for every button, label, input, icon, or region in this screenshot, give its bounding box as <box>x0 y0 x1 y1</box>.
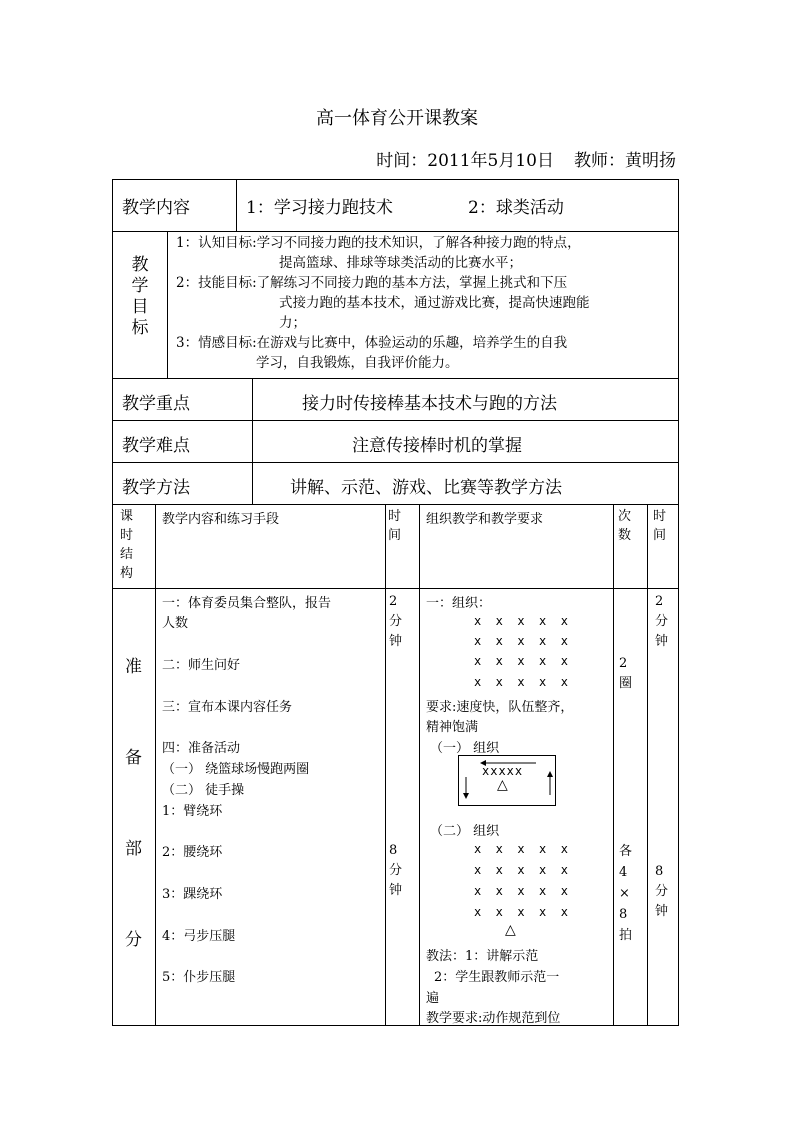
prep-count-2: 各 4 × 8 拍 <box>619 844 633 943</box>
org-group-2: （二） 组织 <box>430 824 500 839</box>
content-label: 教学内容 <box>122 198 190 218</box>
key-points-label: 教学重点 <box>122 394 190 414</box>
arrow-down-icon <box>463 777 469 799</box>
formation-row: x x x x x <box>474 884 568 898</box>
prep-content-line: 2：腰绕环 <box>162 845 223 860</box>
prep-content-line: 四：准备活动 <box>162 741 241 756</box>
prep-time-1: 2 分 钟 <box>389 594 403 649</box>
date-label: 时间：2011年5月10日 <box>376 151 554 171</box>
prep-content-line: 3：踝绕环 <box>162 887 223 902</box>
org-method-3: 遍 <box>426 991 440 1006</box>
prep-time-2: 8 分 钟 <box>389 843 403 898</box>
runner-row: xxxxx <box>482 764 524 778</box>
difficulty-value: 注意传接棒时机的掌握 <box>352 436 522 456</box>
row-divider <box>112 231 679 232</box>
content-item-2: 2：球类活动 <box>468 198 564 218</box>
teacher-label: 教师：黄明扬 <box>574 151 676 171</box>
col-divider <box>613 504 614 1026</box>
prep-content-line: 人数 <box>162 616 189 631</box>
row-divider <box>112 378 679 379</box>
row-divider <box>112 588 679 589</box>
prep-content-line: 一：体育委员集合整队，报告 <box>162 596 332 611</box>
section-char: 准 <box>125 657 142 677</box>
col-divider <box>155 504 156 1026</box>
formation-row: x x x x x <box>474 614 568 628</box>
prep-content-line: 5：仆步压腿 <box>162 970 236 985</box>
org-label-1: 一：组织： <box>426 596 492 611</box>
prep-content-line: 1：臂绕环 <box>162 804 223 819</box>
org-method-2: 2：学生跟教师示范一 <box>434 970 560 985</box>
prep-count-1: 2 圈 <box>619 656 633 691</box>
formation-row: x x x x x <box>474 634 568 648</box>
prep-content-line: （一） 绕篮球场慢跑两圈 <box>162 762 310 777</box>
col-divider <box>236 179 237 231</box>
formation-row: x x x x x <box>474 863 568 877</box>
header-time: 时 间 <box>388 509 402 543</box>
header-count: 次 数 <box>618 509 632 543</box>
date-teacher-line <box>376 146 676 171</box>
row-divider <box>112 420 679 421</box>
col-divider <box>385 504 386 1026</box>
col-divider <box>252 378 253 504</box>
org-method-1: 教法：1：讲解示范 <box>426 949 539 964</box>
col-divider <box>419 504 420 1026</box>
section-char: 备 <box>125 748 142 768</box>
section-char: 部 <box>125 839 142 859</box>
row-divider <box>112 504 679 505</box>
difficulty-label: 教学难点 <box>122 436 190 456</box>
header-time-2: 时 间 <box>653 509 667 543</box>
arrow-up-icon <box>547 771 553 795</box>
teacher-triangle-icon: △ <box>497 777 508 793</box>
prep-content-line: 三：宣布本课内容任务 <box>162 700 293 715</box>
objectives-text: 1：认知目标:学习不同接力跑的技术知识，了解各种接力跑的特点， 提高篮球、排球等球类活动的比赛水平； 2：技能目标:了解练习不同接力跑的基本方法，掌握上挑式和下压 式接力跑的基本技术，通过游戏比赛，提高快速跑能 力； 3：情感目标:在游戏与比赛中，体验运动的乐趣，培养学生的自我 学习，自我锻炼，自我评价能力。 <box>176 235 590 371</box>
org-requirement-1: 要求:速度快，队伍整齐， <box>426 700 574 715</box>
header-content: 教学内容和练习手段 <box>162 512 280 527</box>
section-char: 分 <box>125 930 142 950</box>
header-organization: 组织教学和教学要求 <box>426 512 544 527</box>
formation-row: x x x x x <box>474 842 568 856</box>
org-group-1: （一） 组织 <box>430 741 500 756</box>
objectives-label: 教 学 目 标 <box>131 255 149 338</box>
prep-time-3: 2 分 钟 <box>655 594 669 649</box>
prep-time-4: 8 分 钟 <box>655 864 669 919</box>
col-divider <box>167 231 168 378</box>
page-title: 高一体育公开课教案 <box>316 108 478 129</box>
method-label: 教学方法 <box>122 478 190 498</box>
teacher-triangle-icon: △ <box>505 922 516 938</box>
formation-row: x x x x x <box>474 675 568 689</box>
org-requirement-1b: 精神饱满 <box>426 720 479 735</box>
col-divider <box>647 504 648 1026</box>
method-value: 讲解、示范、游戏、比赛等教学方法 <box>290 478 562 498</box>
prep-content-line: 4：弓步压腿 <box>162 929 236 944</box>
prep-content-line: 二：师生问好 <box>162 658 241 673</box>
content-item-1: 1：学习接力跑技术 <box>246 198 393 218</box>
formation-row: x x x x x <box>474 905 568 919</box>
row-divider <box>112 462 679 463</box>
formation-row: x x x x x <box>474 654 568 668</box>
header-structure: 课 时 结 构 <box>120 509 134 581</box>
key-points-value: 接力时传接棒基本技术与跑的方法 <box>302 394 557 414</box>
org-requirement-2: 教学要求:动作规范到位 <box>426 1011 561 1026</box>
prep-content-line: （二） 徒手操 <box>162 783 245 798</box>
